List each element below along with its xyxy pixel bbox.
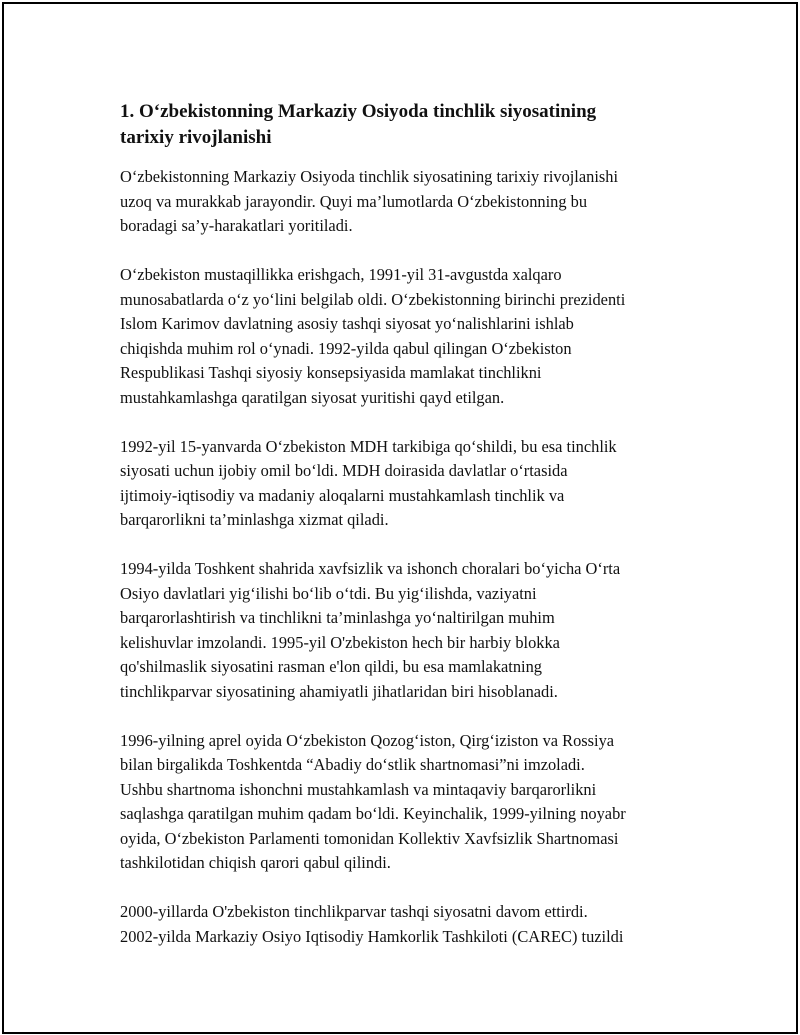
paragraph-1994-meeting: 1994-yilda Toshkent shahrida xavfsizlik va ishonch choralari bo‘yicha O‘rta Osiyo davlatlari yig‘ilishi bo‘lib o‘tdi. Bu yig‘ilishda, vaziyatni barqarorlashtirish va tinchlikni ta’minlashga yo‘naltirilgan muhim kelishuvlar imzolandi. 1995-yil O'zbekiston hech bir harbiy blokka qo'shilmaslik siyosatini rasman e'lon qildi, bu esa mamlakatning tinchlikparvar siyosatining ahamiyatli jihatlaridan biri hisoblanadi. <box>120 559 621 701</box>
document-content <box>120 99 700 974</box>
document-page <box>2 2 798 1034</box>
paragraph-intro: O‘zbekistonning Markaziy Osiyoda tinchlik siyosatining tarixiy rivojlanishi uzoq va murakkab jarayondir. Quyi ma’lumotlarda O‘zbekistonning bu boradagi sa’y-harakatlari yoritiladi. <box>120 167 619 235</box>
paragraph-1996-treaty: 1996-yilning aprel oyida O‘zbekiston Qozog‘iston, Qirg‘iziston va Rossiya bilan birgalikda Toshkentda “Abadiy do‘stlik shartnomasi”ni imzoladi. Ushbu shartnoma ishonchni mustahkamlash va mintaqaviy barqarorlikni saqlashga qaratilgan muhim qadam bo‘ldi. Keyinchalik, 1999-yilning noyabr oyida, O‘zbekiston Parlamenti tomonidan Kollektiv Xavfsizlik Shartnomasi tashkilotidan chiqish qarori qabul qilindi. <box>120 730 626 872</box>
section-heading: 1. O‘zbekistonning Markaziy Osiyoda tinchlik siyosatining tarixiy rivojlanishi <box>120 101 597 148</box>
paragraph-2000s: 2000-yillarda O'zbekiston tinchlikparvar tashqi siyosatni davom ettirdi. 2002-yilda Markaziy Osiyo Iqtisodiy Hamkorlik Tashkiloti (CAREC) tuzildi <box>120 902 624 946</box>
paragraph-independence: O‘zbekiston mustaqillikka erishgach, 1991-yil 31-avgustda xalqaro munosabatlarda o‘z yo‘lini belgilab oldi. O‘zbekistonning birinchi prezidenti Islom Karimov davlatning asosiy tashqi siyosat yo‘nalishlarini ishlab chiqishda muhim rol o‘ynadi. 1992-yilda qabul qilingan O‘zbekiston Respublikasi Tashqi siyosiy konsepsiyasida mamlakat tinchlikni mustahkamlashga qaratilgan siyosat yuritishi qayd etilgan. <box>120 265 626 407</box>
paragraph-cis: 1992-yil 15-yanvarda O‘zbekiston MDH tarkibiga qo‘shildi, bu esa tinchlik siyosati uchun ijobiy omil bo‘ldi. MDH doirasida davlatlar o‘rtasida ijtimoiy-iqtisodiy va madaniy aloqalarni mustahkamlash tinchlik va barqarorlikni ta’minlashga xizmat qiladi. <box>120 436 617 529</box>
